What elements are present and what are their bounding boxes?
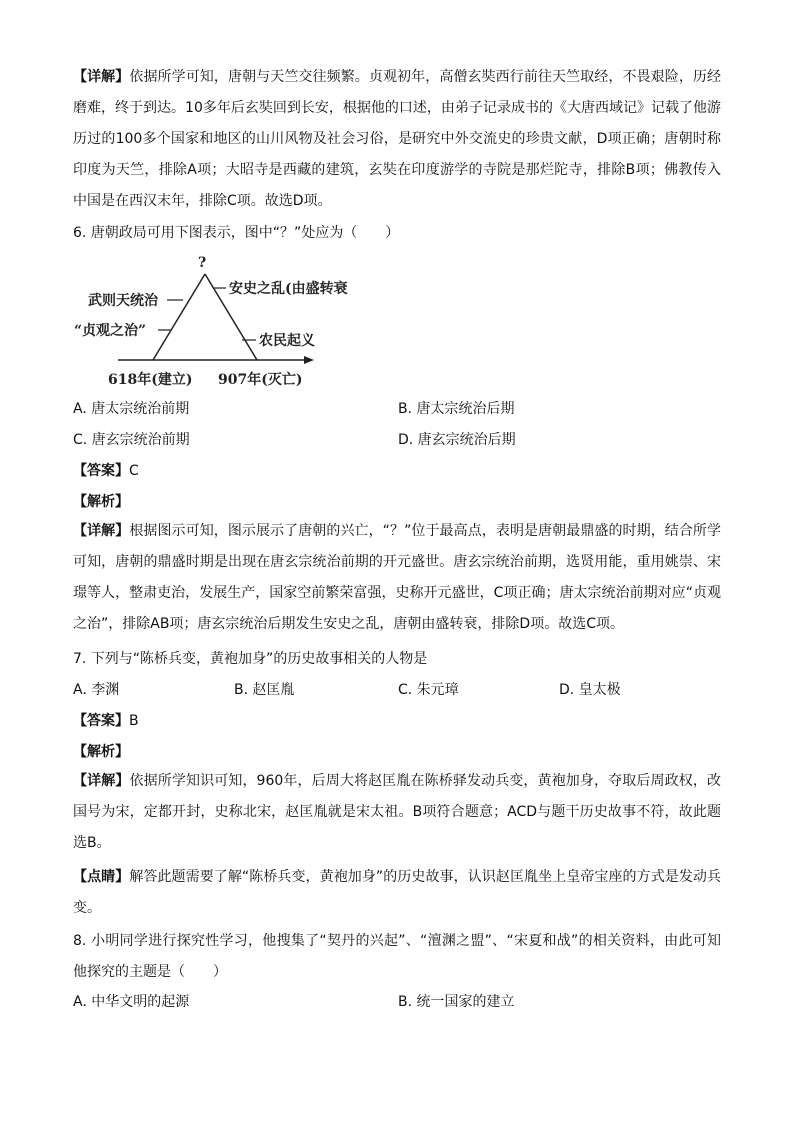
q8-option-b: B. 统一国家的建立 xyxy=(398,994,515,1010)
answer-tag: 【答案】 xyxy=(73,463,129,479)
q6-option-a: A. 唐太宗统治前期 xyxy=(73,401,190,417)
q7-answer xyxy=(73,710,139,732)
triangle-left-side xyxy=(153,274,205,360)
label-zhenguan: “贞观之治” xyxy=(74,323,147,339)
label-wu-zetian: 武则天统治 xyxy=(88,293,158,309)
q7-comment xyxy=(73,862,721,924)
detail-text: 依据所学知识可知，960年，后周大将赵匡胤在陈桥驿发动兵变，黄袍加身，夺取后周政权，改国号为宋，定都开封，史称北宋，赵匡胤就是宋太祖。B项符合题意；ACD与题干历史故事不符，故此题选B。 xyxy=(73,773,721,851)
q6-detail xyxy=(73,516,721,640)
detail-text: 依据所学可知，唐朝与天竺交往频繁。贞观初年，高僧玄奘西行前往天竺取经，不畏艰险，历经磨难，终于到达。10多年后玄奘回到长安，根据他的口述，由弟子记录成书的《大唐西域记》记载了他游历过的100多个国家和地区的山川风物及社会习俗，是研究中外交流史的珍贵文献，D项正确；唐朝时称印度为天竺，排除A项；大昭寺是西藏的建筑，玄奘在印度游学的寺院是那烂陀寺，排除B项；佛教传入中国是在西汉末年，排除C项。故选D项。 xyxy=(73,69,722,209)
q6-option-b: B. 唐太宗统治后期 xyxy=(398,401,515,417)
timeline-arrowhead xyxy=(304,356,314,364)
comment-text: 解答此题需要了解“陈桥兵变，黄袍加身”的历史故事，认识赵匡胤坐上皇帝宝座的方式是发动兵变。 xyxy=(73,869,721,916)
q7-option-d: D. 皇太极 xyxy=(559,682,621,698)
q8-option-a: A. 中华文明的起源 xyxy=(73,994,190,1010)
detail-tag: 【详解】 xyxy=(73,773,130,789)
q7-detail xyxy=(73,766,721,859)
peak-question-mark: ? xyxy=(198,255,207,271)
label-peasant-uprising: 农民起义 xyxy=(259,333,315,349)
q7-option-a: A. 李渊 xyxy=(73,682,120,698)
detail-tag: 【详解】 xyxy=(73,523,130,539)
comment-tag: 【点睛】 xyxy=(73,869,130,885)
detail-tag: 【详解】 xyxy=(73,69,130,85)
q7-analysis-heading xyxy=(73,741,129,763)
q6-option-d: D. 唐玄宗统治后期 xyxy=(398,432,516,448)
q6-analysis-heading xyxy=(73,491,129,513)
label-start-618: 618年(建立) xyxy=(108,372,193,388)
q6-option-c: C. 唐玄宗统治前期 xyxy=(73,432,190,448)
tang-politics-diagram xyxy=(74,252,348,392)
q6-stem: 6. 唐朝政局可用下图表示，图中“？”处应为（ ） xyxy=(73,225,400,241)
label-end-907: 907年(灭亡) xyxy=(218,372,303,388)
q7-option-c: C. 朱元璋 xyxy=(398,682,459,698)
q7-option-b: B. 赵匡胤 xyxy=(234,682,295,698)
analysis-tag: 【解析】 xyxy=(73,744,129,760)
answer-value: C xyxy=(129,463,139,479)
answer-tag: 【答案】 xyxy=(73,713,129,729)
q6-answer xyxy=(73,460,139,482)
q7-stem: 7. 下列与“陈桥兵变，黄袍加身”的历史故事相关的人物是 xyxy=(73,651,428,667)
label-anshi-rebellion: 安史之乱(由盛转衰 xyxy=(229,281,348,297)
q8-stem: 8. 小明同学进行探究性学习，他搜集了“契丹的兴起”、“澶渊之盟”、“宋夏和战”的相关资料，由此可知他探究的主题是（ ） xyxy=(73,933,721,980)
detail-text: 根据图示可知，图示展示了唐朝的兴亡，“？”位于最高点，表明是唐朝最鼎盛的时期，结合所学可知，唐朝的鼎盛时期是出现在唐玄宗统治前期的开元盛世。唐玄宗统治前期，选贤用能，重用姚崇、宋璟等人，整肃吏治，发展生产，国家空前繁荣富强，史称开元盛世，C项正确；唐太宗统治前期对应“贞观之治”，排除AB项；唐玄宗统治后期发生安史之乱，唐朝由盛转衰，排除D项。故选C项。 xyxy=(73,523,721,632)
q5-detail xyxy=(73,62,721,217)
analysis-tag: 【解析】 xyxy=(73,494,129,510)
answer-value: B xyxy=(129,713,139,729)
